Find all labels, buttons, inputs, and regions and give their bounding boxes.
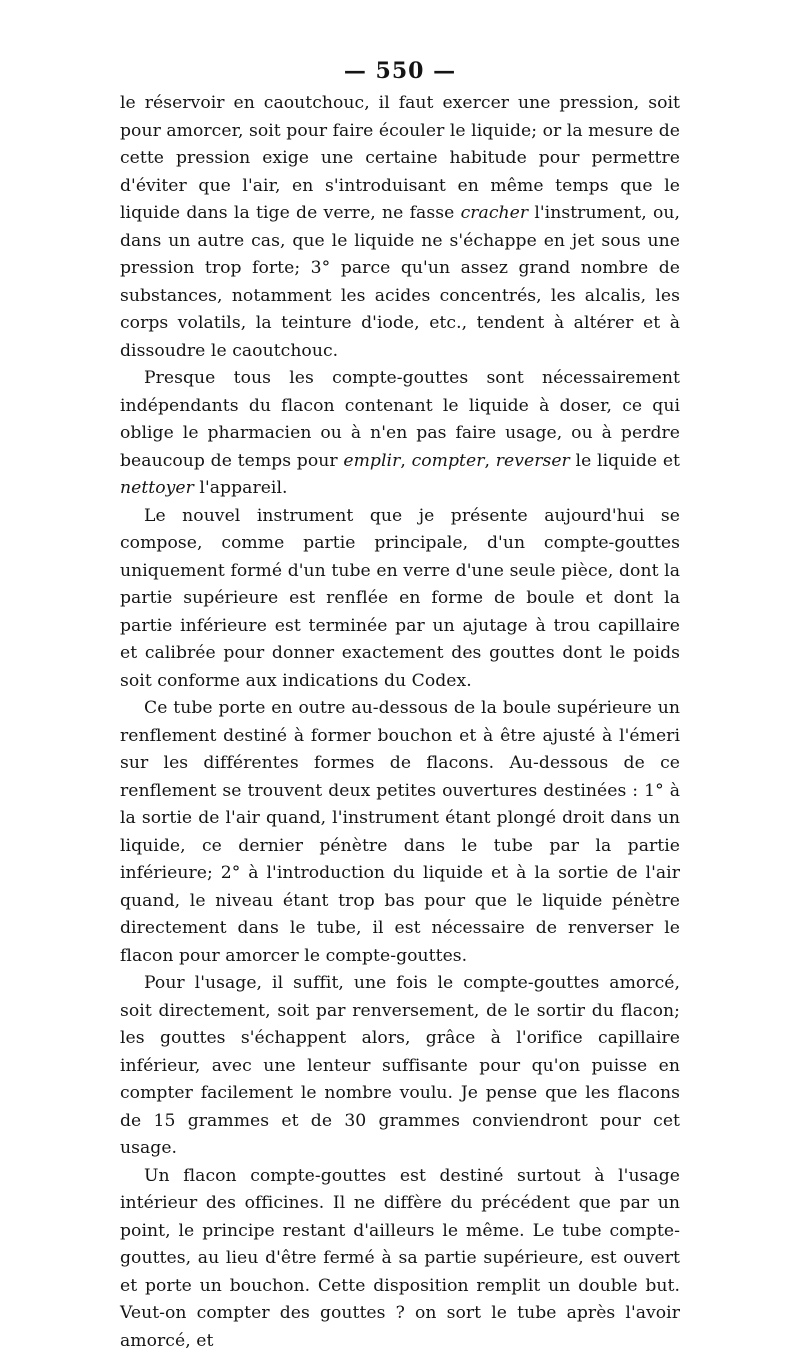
text-run: Un flacon compte-gouttes est destiné surtout à l'usage intérieur des officines. Il ne diffère du précédent que par un point, le principe restant d'ailleurs le même. Le tube compte-gouttes, au lieu d'être fermé à sa partie supérieure, est ouvert et porte un bouchon. Cette disposition remplit un double but. Veut-on compter des gouttes ? on sort le tube après l'avoir amorcé, et bbox=[120, 1166, 680, 1351]
italic-term: cracher bbox=[461, 203, 529, 223]
text-run: Presque tous les compte-gouttes sont nécessairement indépendants du flacon contenant le liquide à doser, ce qui oblige le pharmacien ou à n'en pas faire usage, ou à perdre beaucoup de temps pour bbox=[120, 368, 680, 471]
text-run: Pour l'usage, il suffit, une fois le compte-gouttes amorcé, soit directement, soit par renversement, de le sortir du flacon; les gouttes s'échappent alors, grâce à l'orifice capillaire inférieur, avec une lenteur suffisante pour qu'on puisse en compter facilement le nombre voulu. Je pense que les flacons de 15 grammes et de 30 grammes conviendront pour cet usage. bbox=[120, 973, 680, 1158]
text-run: le réservoir en caoutchouc, il faut exercer une pression, soit pour amorcer, soit pour faire écouler le liquide; or la mesure de cette pression exige une certaine habitude pour permettre d'éviter que l'air, en s'introduisant en même temps que le liquide dans la tige de verre, ne fasse bbox=[120, 93, 680, 223]
body-text bbox=[120, 90, 680, 1355]
paragraph-continued bbox=[120, 90, 680, 365]
text-run: l'appareil. bbox=[194, 478, 288, 498]
text-run: le liquide et bbox=[570, 451, 680, 471]
paragraph bbox=[120, 503, 680, 696]
text-run: Ce tube porte en outre au-dessous de la boule supérieure un renflement destiné à former bouchon et à être ajusté à l'émeri sur les différentes formes de flacons. Au-dessous de ce renflement se trouvent deux petites ouvertures destinées : 1° à la sortie de l'air quand, l'instrument étant plongé droit dans un liquide, ce dernier pénètre dans le tube par la partie inférieure; 2° à l'introduction du liquide et à la sortie de l'air quand, le niveau étant trop bas pour que le liquide pénètre directement dans le tube, il est nécessaire de renverser le flacon pour amorcer le compte-gouttes. bbox=[120, 698, 680, 966]
paragraph bbox=[120, 970, 680, 1163]
italic-term: reverser bbox=[496, 451, 570, 471]
text-run: , bbox=[400, 451, 411, 471]
paragraph bbox=[120, 695, 680, 970]
text-run: l'instrument, ou, dans un autre cas, que le liquide ne s'échappe en jet sous une pression trop forte; 3° parce qu'un assez grand nombre de substances, notamment les acides concentrés, les alcalis, les corps volatils, la teinture d'iode, etc., tendent à altérer et à dissoudre le caoutchouc. bbox=[120, 203, 680, 361]
paragraph bbox=[120, 365, 680, 503]
text-run: , bbox=[485, 451, 496, 471]
text-run: Le nouvel instrument que je présente aujourd'hui se compose, comme partie principale, d'un compte-gouttes uniquement formé d'un tube en verre d'une seule pièce, dont la partie supérieure est renflée en forme de boule et dont la partie inférieure est terminée par un ajutage à trou capillaire et calibrée pour donner exactement des gouttes dont le poids soit conforme aux indications du Codex. bbox=[120, 506, 680, 691]
paragraph bbox=[120, 1163, 680, 1355]
italic-term: emplir bbox=[343, 451, 400, 471]
italic-term: compter bbox=[412, 451, 485, 471]
page-number: — 550 — bbox=[0, 58, 800, 84]
italic-term: nettoyer bbox=[120, 478, 194, 498]
